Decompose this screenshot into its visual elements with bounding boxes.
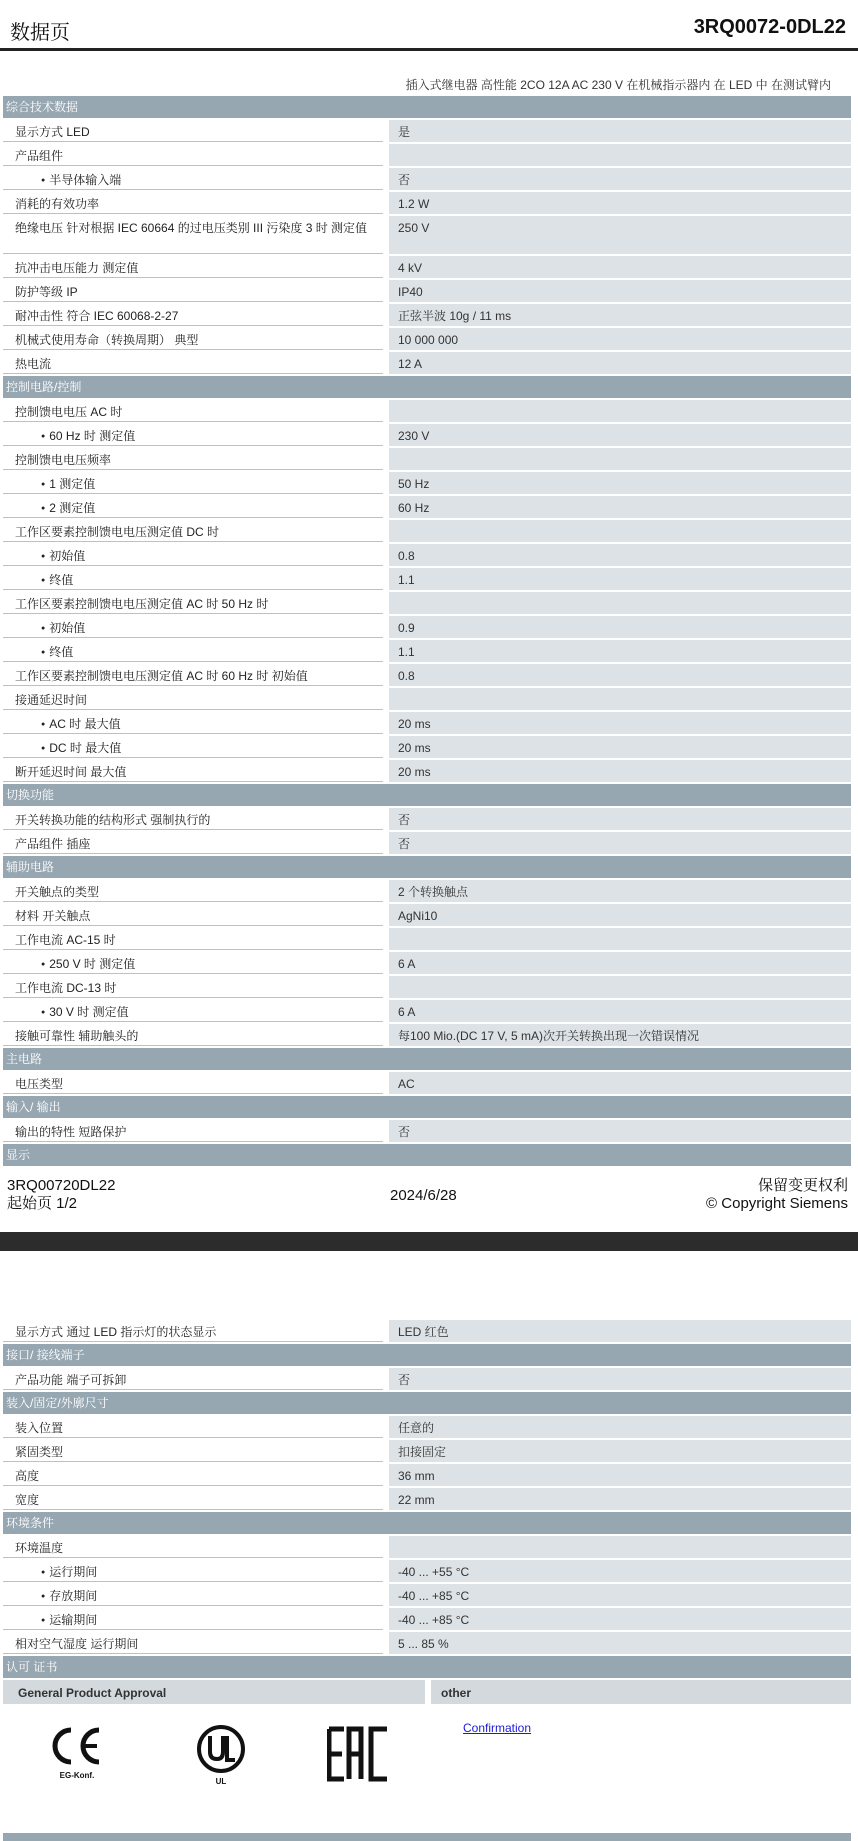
spec-label: 工作区要素控制馈电电压测定值 AC 时 60 Hz 时 初始值 bbox=[3, 664, 383, 686]
spec-row bbox=[3, 808, 851, 830]
spec-label: 电压类型 bbox=[3, 1072, 383, 1094]
spec-label: ● 2 测定值 bbox=[3, 496, 383, 518]
section-header: 环境条件 bbox=[3, 1512, 851, 1534]
spec-value: 否 bbox=[389, 1368, 851, 1390]
spec-value: 6 A bbox=[389, 952, 851, 974]
footer-left bbox=[7, 1177, 115, 1213]
spec-label: ● 初始值 bbox=[3, 544, 383, 566]
spec-label: 工作电流 AC-15 时 bbox=[3, 928, 383, 950]
page-title: 数据页 bbox=[10, 22, 70, 44]
spec-row bbox=[3, 328, 851, 350]
footer-order-number: 3RQ00720DL22 bbox=[7, 1177, 116, 1194]
spec-row bbox=[3, 664, 851, 686]
spec-label: 产品功能 端子可拆卸 bbox=[3, 1368, 383, 1390]
spec-row bbox=[3, 472, 851, 494]
ul-mark-icon bbox=[193, 1724, 249, 1786]
section-header: 输入/ 输出 bbox=[3, 1096, 851, 1118]
spec-value: -40 ... +85 °C bbox=[389, 1608, 851, 1630]
spec-value: IP40 bbox=[389, 280, 851, 302]
spec-row bbox=[3, 216, 851, 254]
page-separator bbox=[0, 1232, 858, 1251]
spec-label: 断开延迟时间 最大值 bbox=[3, 760, 383, 782]
spec-value: 10 000 000 bbox=[389, 328, 851, 350]
spec-row bbox=[3, 520, 851, 542]
spec-value: 0.8 bbox=[389, 664, 851, 686]
spec-row bbox=[3, 592, 851, 614]
spec-value: 1.1 bbox=[389, 568, 851, 590]
spec-label: 绝缘电压 针对根据 IEC 60664 的过电压类别 III 污染度 3 时 测定值 bbox=[3, 216, 383, 254]
spec-row bbox=[3, 192, 851, 214]
spec-row bbox=[3, 568, 851, 590]
spec-label: 紧固类型 bbox=[3, 1440, 383, 1462]
spec-label: ● 运输期间 bbox=[3, 1608, 383, 1630]
spec-row bbox=[3, 616, 851, 638]
spec-label: 防护等级 IP bbox=[3, 280, 383, 302]
spec-value: 1.2 W bbox=[389, 192, 851, 214]
spec-value: 1.1 bbox=[389, 640, 851, 662]
spec-label: 输出的特性 短路保护 bbox=[3, 1120, 383, 1142]
ul-mark-caption: UL bbox=[215, 1777, 227, 1786]
section-header: 切换功能 bbox=[3, 784, 851, 806]
spec-label: 接通延迟时间 bbox=[3, 688, 383, 710]
spec-table-page-1 bbox=[3, 96, 851, 1168]
spec-value: 否 bbox=[389, 168, 851, 190]
spec-row bbox=[3, 1584, 851, 1606]
spec-label: 控制馈电电压 AC 时 bbox=[3, 400, 383, 422]
spec-value bbox=[389, 976, 851, 998]
spec-label: ● 1 测定值 bbox=[3, 472, 383, 494]
spec-value: AgNi10 bbox=[389, 904, 851, 926]
spec-label: 开关触点的类型 bbox=[3, 880, 383, 902]
spec-label: 控制馈电电压频率 bbox=[3, 448, 383, 470]
spec-value bbox=[389, 448, 851, 470]
footer-rights: 保留变更权利 bbox=[757, 1177, 848, 1194]
footer-right bbox=[706, 1177, 848, 1213]
spec-row bbox=[3, 496, 851, 518]
spec-row bbox=[3, 1608, 851, 1630]
spec-value: -40 ... +85 °C bbox=[389, 1584, 851, 1606]
spec-value: 250 V bbox=[389, 216, 851, 254]
spec-value: 0.9 bbox=[389, 616, 851, 638]
product-description: 插入式继电器 高性能 2CO 12A AC 230 V 在机械指示器内 在 LED 中 在测试臂内 bbox=[405, 78, 831, 92]
section-header: 综合技术数据 bbox=[3, 96, 851, 118]
spec-row bbox=[3, 952, 851, 974]
spec-label: 开关转换功能的结构形式 强制执行的 bbox=[3, 808, 383, 830]
spec-row bbox=[3, 976, 851, 998]
spec-row bbox=[3, 832, 851, 854]
spec-label: ● DC 时 最大值 bbox=[3, 736, 383, 758]
section-header: 主电路 bbox=[3, 1048, 851, 1070]
spec-row bbox=[3, 880, 851, 902]
spec-row bbox=[3, 760, 851, 782]
spec-label: 热电流 bbox=[3, 352, 383, 374]
spec-row bbox=[3, 1320, 851, 1342]
spec-label: 产品组件 插座 bbox=[3, 832, 383, 854]
spec-value: 20 ms bbox=[389, 736, 851, 758]
spec-label: 产品组件 bbox=[3, 144, 383, 166]
spec-label: 高度 bbox=[3, 1464, 383, 1486]
spec-value: LED 红色 bbox=[389, 1320, 851, 1342]
spec-value: 6 A bbox=[389, 1000, 851, 1022]
spec-row bbox=[3, 928, 851, 950]
spec-row bbox=[3, 304, 851, 326]
spec-value: 4 kV bbox=[389, 256, 851, 278]
spec-value: 36 mm bbox=[389, 1464, 851, 1486]
spec-label: ● 60 Hz 时 测定值 bbox=[3, 424, 383, 446]
spec-row bbox=[3, 424, 851, 446]
spec-label: 耐冲击性 符合 IEC 60068-2-27 bbox=[3, 304, 383, 326]
spec-value: 是 bbox=[389, 120, 851, 142]
spec-label: 工作区要素控制馈电电压测定值 AC 时 50 Hz 时 bbox=[3, 592, 383, 614]
spec-label: 工作区要素控制馈电电压测定值 DC 时 bbox=[3, 520, 383, 542]
spec-row bbox=[3, 904, 851, 926]
spec-value bbox=[389, 1536, 851, 1558]
spec-table-page-2-sections bbox=[3, 1344, 851, 1678]
spec-value: 60 Hz bbox=[389, 496, 851, 518]
spec-value bbox=[389, 400, 851, 422]
spec-label: 工作电流 DC-13 时 bbox=[3, 976, 383, 998]
spec-row bbox=[3, 1560, 851, 1582]
spec-label: ● 终值 bbox=[3, 640, 383, 662]
spec-value bbox=[389, 688, 851, 710]
spec-row bbox=[3, 1440, 851, 1462]
spec-value: 22 mm bbox=[389, 1488, 851, 1510]
footer-date: 2024/6/28 bbox=[390, 1187, 457, 1204]
section-header: 控制电路/控制 bbox=[3, 376, 851, 398]
spec-row bbox=[3, 688, 851, 710]
section-header: 辅助电路 bbox=[3, 856, 851, 878]
ce-mark-caption: EG-Konf. bbox=[59, 1771, 95, 1780]
spec-value bbox=[389, 928, 851, 950]
spec-value bbox=[389, 520, 851, 542]
spec-value: 12 A bbox=[389, 352, 851, 374]
spec-label: 装入位置 bbox=[3, 1416, 383, 1438]
eac-mark-icon bbox=[327, 1726, 391, 1787]
spec-value bbox=[389, 592, 851, 614]
spec-label: 显示方式 LED bbox=[3, 120, 383, 142]
spec-row bbox=[3, 640, 851, 662]
spec-label: ● 存放期间 bbox=[3, 1584, 383, 1606]
spec-value: 2 个转换触点 bbox=[389, 880, 851, 902]
spec-row bbox=[3, 168, 851, 190]
spec-value: 扣接固定 bbox=[389, 1440, 851, 1462]
spec-label: 显示方式 通过 LED 指示灯的状态显示 bbox=[3, 1320, 383, 1342]
spec-table-page-2 bbox=[3, 1320, 851, 1814]
spec-value: 每100 Mio.(DC 17 V, 5 mA)次开关转换出现一次错误情况 bbox=[389, 1024, 851, 1046]
spec-label: 接触可靠性 辅助触头的 bbox=[3, 1024, 383, 1046]
spec-label: ● 终值 bbox=[3, 568, 383, 590]
confirmation-link[interactable]: Confirmation bbox=[463, 1721, 532, 1735]
footer-copyright: © Copyright Siemens bbox=[706, 1195, 848, 1212]
spec-label: ● 运行期间 bbox=[3, 1560, 383, 1582]
approvals-col-general: General Product Approval bbox=[3, 1680, 425, 1704]
approvals-col-other: other bbox=[431, 1680, 851, 1704]
approvals-header bbox=[3, 1680, 851, 1704]
spec-row bbox=[3, 1488, 851, 1510]
next-section-header-cut bbox=[3, 1833, 851, 1841]
spec-row bbox=[3, 1632, 851, 1654]
spec-row bbox=[3, 1072, 851, 1094]
spec-value: -40 ... +55 °C bbox=[389, 1560, 851, 1582]
spec-value: 20 ms bbox=[389, 712, 851, 734]
part-number: 3RQ0072-0DL22 bbox=[693, 16, 846, 38]
spec-label: 消耗的有效功率 bbox=[3, 192, 383, 214]
spec-row bbox=[3, 1416, 851, 1438]
spec-row bbox=[3, 1120, 851, 1142]
header-divider bbox=[0, 48, 858, 51]
spec-value: 50 Hz bbox=[389, 472, 851, 494]
spec-value: 正弦半波 10g / 11 ms bbox=[389, 304, 851, 326]
spec-value: 否 bbox=[389, 1120, 851, 1142]
footer-page-number: 起始页 1/2 bbox=[7, 1195, 78, 1212]
spec-label: 环境温度 bbox=[3, 1536, 383, 1558]
spec-row bbox=[3, 1536, 851, 1558]
spec-row bbox=[3, 736, 851, 758]
spec-label: 相对空气湿度 运行期间 bbox=[3, 1632, 383, 1654]
spec-value: AC bbox=[389, 1072, 851, 1094]
spec-label: 宽度 bbox=[3, 1488, 383, 1510]
section-header: 认可 证书 bbox=[3, 1656, 851, 1678]
section-header: 接口/ 接线端子 bbox=[3, 1344, 851, 1366]
spec-label: ● 250 V 时 测定值 bbox=[3, 952, 383, 974]
spec-label: 机械式使用寿命（转换周期） 典型 bbox=[3, 328, 383, 350]
spec-value: 否 bbox=[389, 808, 851, 830]
ce-mark-icon bbox=[47, 1724, 107, 1780]
section-header: 装入/固定/外廓尺寸 bbox=[3, 1392, 851, 1414]
spec-value: 230 V bbox=[389, 424, 851, 446]
spec-row bbox=[3, 280, 851, 302]
spec-value: 任意的 bbox=[389, 1416, 851, 1438]
spec-row bbox=[3, 256, 851, 278]
approvals-body bbox=[3, 1704, 851, 1814]
spec-label: 材料 开关触点 bbox=[3, 904, 383, 926]
spec-label: ● 初始值 bbox=[3, 616, 383, 638]
section-header: 显示 bbox=[3, 1144, 851, 1166]
spec-row bbox=[3, 544, 851, 566]
spec-row bbox=[3, 1024, 851, 1046]
spec-row bbox=[3, 1464, 851, 1486]
spec-row bbox=[3, 352, 851, 374]
spec-label: ● 半导体输入端 bbox=[3, 168, 383, 190]
spec-label: ● AC 时 最大值 bbox=[3, 712, 383, 734]
spec-value: 20 ms bbox=[389, 760, 851, 782]
spec-row bbox=[3, 400, 851, 422]
spec-value: 0.8 bbox=[389, 544, 851, 566]
spec-value bbox=[389, 144, 851, 166]
spec-row bbox=[3, 1368, 851, 1390]
spec-row bbox=[3, 712, 851, 734]
spec-row bbox=[3, 120, 851, 142]
spec-value: 5 ... 85 % bbox=[389, 1632, 851, 1654]
spec-row bbox=[3, 1000, 851, 1022]
spec-row bbox=[3, 448, 851, 470]
spec-value: 否 bbox=[389, 832, 851, 854]
spec-label: 抗冲击电压能力 测定值 bbox=[3, 256, 383, 278]
spec-label: ● 30 V 时 测定值 bbox=[3, 1000, 383, 1022]
spec-row bbox=[3, 144, 851, 166]
